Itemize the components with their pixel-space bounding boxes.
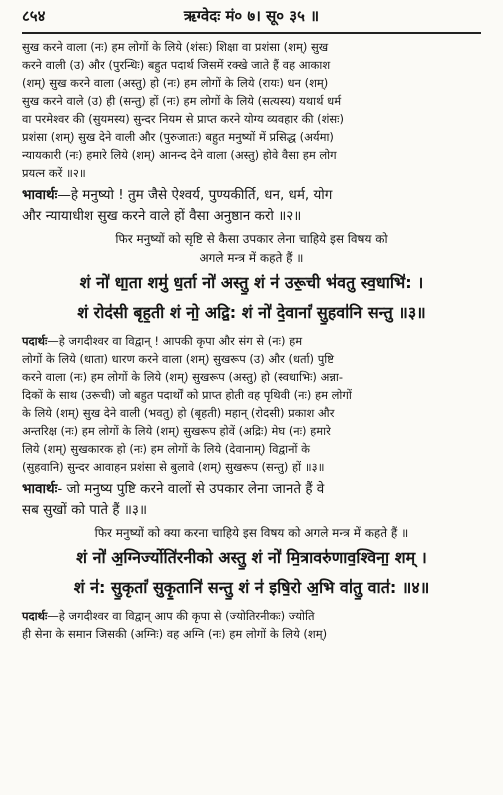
padartha-text: —हे जगदीश्वर वा विद्वान् आप की कृपा से (ज्योतिरनीकः) ज्योति xyxy=(47,609,315,623)
mantra-4 xyxy=(22,543,481,603)
text-line: करने वाली (उ) और (पुरन्धिः) बहुत पदार्थ जिसमें रक्खे जाते हैं वह आकाश xyxy=(22,58,331,72)
text-line: प्रशंसा (शम्) सुख देने वाली और (पुरुजातः) बहुत मनुष्यों में प्रसिद्ध (अर्यमा) xyxy=(22,130,334,144)
text-line: सुख करने वाले (उ) ही (सन्तु) हों (नः) हम लोगों के लिये (सत्यस्य) यथार्थ धर्म xyxy=(22,94,342,108)
padartha-label: पदार्थः xyxy=(22,609,48,623)
text-line: लोगों के लिये (धाता) धारण करने वाला (शम्) सुखरूप (उ) और (धर्ता) पुष्टि xyxy=(22,352,334,366)
mantra-line: शं नो॑ धा॒ता शमु॑ ध॒र्ता नो॑ अस्तु॒ शं न॑ उरू॒ची भ॑वतु स्व॒धाभि॑: । xyxy=(79,273,424,292)
header-rule xyxy=(22,32,481,34)
bhavartha-3 xyxy=(22,479,481,521)
running-title: ऋग्वेदः मं० ७। सू० ३५ ॥ xyxy=(183,7,320,25)
text-line: (सुहवानि) सुन्दर आवाहन प्रशंसा से बुलावे (शम्) सुखरूप (सन्तु) हों ॥३॥ xyxy=(22,460,325,474)
page-header xyxy=(22,6,481,32)
intro-line-mantra-3 xyxy=(22,230,481,268)
text-line xyxy=(22,185,481,206)
mantra-line: शं न॑: सु॒कृतां॑ सुकृ॒तानि॑ सन्तु॒ शं न॑ इषि॒रो अ॒भि वा॑तु॒ वात॑: ॥४॥ xyxy=(73,578,430,597)
text-line: फिर मनुष्यों को सृष्टि से कैसा उपकार लेना चाहिये इस विषय को xyxy=(115,232,388,246)
text-line: के लिये (शम्) सुख देने वाली (भवतु) हो (बृहती) महान् (रोदसी) प्रकाश और xyxy=(22,406,335,420)
page-number: ८५४ xyxy=(22,7,46,25)
text-line: अगले मन्त्र में कहते हैं ॥ xyxy=(199,251,304,265)
text-line: वा परमेश्वर की (सुयमस्य) सुन्दर नियम से प्राप्त करने योग्य व्यवहार की (शंसः) xyxy=(22,112,344,126)
text-line: अन्तरिक्ष (नः) हम लोगों के लिये (शम्) सुखरूप होवें (अद्रिः) मेघ (नः) हमारे xyxy=(22,424,331,438)
text-line: प्रयत्न करें ॥२॥ xyxy=(22,166,86,180)
text-line xyxy=(22,479,481,500)
text-line: सब सुखों को पाते हैं ॥३॥ xyxy=(22,502,148,518)
mantra-line: शं नो॑ अ॒ग्निर्ज्योति॑रनीको अस्तु॒ शं नो॑ मि॒त्रावरु॑णाव॒श्विना॒ शम् । xyxy=(76,548,427,567)
bhavartha-text: —हे मनुष्यो ! तुम जैसे ऐश्वर्य, पुण्यकीर्ति, धन, धर्म, योग xyxy=(57,187,333,203)
bhavartha-label: भावार्थः xyxy=(22,187,58,203)
text-line: ही सेना के समान जिसकी (अग्निः) वह अग्नि (नः) हम लोगों के लिये (शम्) xyxy=(22,627,328,641)
commentary-block-2 xyxy=(22,38,481,182)
text-line: (शम्) सुख करने वाला (अस्तु) हो (नः) हम लोगों के लिये (रायः) धन (शम्) xyxy=(22,76,329,90)
bhavartha-2 xyxy=(22,185,481,227)
text-line: न्यायकारी (नः) हमारे लिये (शम्) आनन्द देने वाला (अस्तु) होवे वैसा हम लोग xyxy=(22,148,337,162)
bhavartha-text: - जो मनुष्य पुष्टि करने वालों से उपकार लेना जानते हैं वे xyxy=(57,481,325,497)
text-line: सुख करने वाला (नः) हम लोगों के लिये (शंसः) शिक्षा वा प्रशंसा (शम्) सुख xyxy=(22,40,329,54)
mantra-3 xyxy=(22,268,481,328)
text-line xyxy=(22,332,481,350)
text-line xyxy=(22,607,481,625)
mantra-line: शं रोद॑सी बृह॒ती शं नो॒ अद्रि॒: शं नो॑ दे॒वानां॑ सु॒हवा॑नि सन्तु ॥३॥ xyxy=(77,303,426,322)
bhavartha-label: भावार्थः xyxy=(22,481,58,497)
text-line: करने वाला (नः) हम लोगों के लिये (शम्) सुखरूप (अस्तु) हो (स्वधाभिः) अन्ना- xyxy=(22,370,344,384)
padartha-text: —हे जगदीश्वर वा विद्वान् ! आपकी कृपा और संग से (नः) हम xyxy=(47,334,303,348)
text-line: और न्यायाधीश सुख करने वाले हों वैसा अनुष्ठान करो ॥२॥ xyxy=(22,208,302,224)
text-line: लिये (शम्) सुखकारक हो (नः) हम लोगों के लिये (देवानाम्) विद्वानों के xyxy=(22,442,310,456)
text-line: फिर मनुष्यों को क्या करना चाहिये इस विषय को अगले मन्त्र में कहते हैं ॥ xyxy=(94,526,409,540)
text-line: दिकों के साथ (उरूची) जो बहुत पदार्थों को प्राप्त होती वह पृथिवी (नः) हम लोगों xyxy=(22,388,352,402)
intro-line-mantra-4 xyxy=(22,524,481,543)
padartha-4 xyxy=(22,607,481,643)
padartha-3 xyxy=(22,332,481,476)
padartha-label: पदार्थः xyxy=(22,334,48,348)
